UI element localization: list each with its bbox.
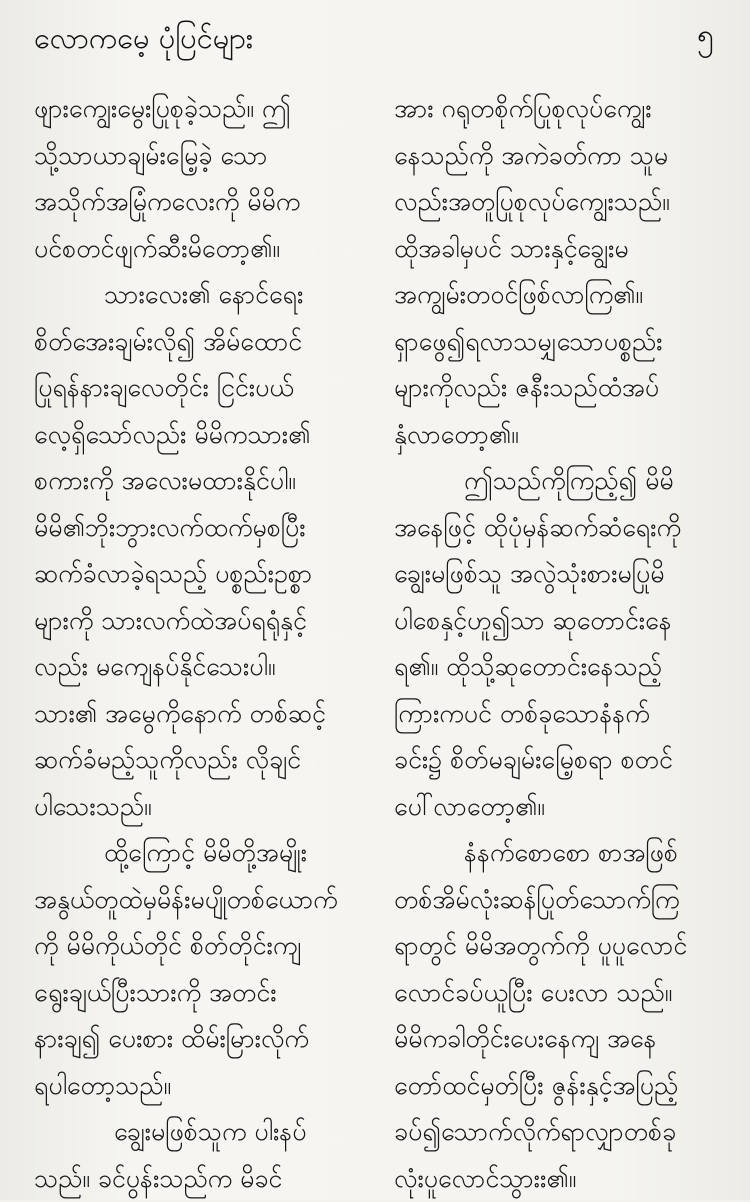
paragraph-start-line: သားလေး၏ နောင်ရေး: [34, 272, 359, 319]
text-line: စိတ်အေးချမ်းလို၍ အိမ်ထောင်: [34, 319, 359, 366]
text-line: လည်း မကျေနပ်နိုင်သေးပါ။: [34, 644, 359, 691]
text-line: သည်။ ခင်ပွန်းသည်က မိခင်: [34, 1156, 359, 1202]
text-line: ရွေးချယ်ပြီးသားကို အတင်း: [34, 970, 359, 1017]
text-line: နားချ၍ ပေးစား ထိမ်းမြားလိုက်: [34, 1016, 359, 1063]
text-columns: [0, 86, 750, 1196]
text-line: အား ဂရုတစိုက်ပြုစုလုပ်ကျွေး: [394, 86, 724, 133]
text-line: ရှာဖွေ၍ရလာသမျှသောပစ္စည်း: [394, 319, 724, 366]
text-line: လည်းအတူပြုစုလုပ်ကျွေးသည်။: [394, 179, 724, 226]
text-line: နေသည်ကို အကဲခတ်ကာ သူမ: [394, 133, 724, 180]
text-line: ပါစေနှင့်ဟူ၍သာ ဆုတောင်းနေ: [394, 598, 724, 645]
text-line: ဖျားကျွေးမွေးပြုစုခဲ့သည်။ ဤ: [34, 86, 359, 133]
text-line: သား၏ အမွေကိုနောက် တစ်ဆင့်: [34, 691, 359, 738]
text-line: အသိုက်အမြုံကလေးကို မိမိက: [34, 179, 359, 226]
page-number: ၅: [697, 16, 714, 56]
text-line: ကို မိမိကိုယ်တိုင် စိတ်တိုင်းကျ: [34, 923, 359, 970]
text-line: ဆက်ခံလာခဲ့ရသည့် ပစ္စည်းဥစ္စာ: [34, 551, 359, 598]
text-line: မိမိကခါတိုင်းပေးနေကျ အနေ: [394, 1016, 724, 1063]
page-header: [22, 14, 728, 62]
text-line: သို့သာယာချမ်းမြေ့ခဲ့ သော: [34, 133, 359, 180]
text-line: နှံလာတော့၏။: [394, 412, 724, 459]
text-line: စကားကို အလေးမထားနိုင်ပါ။: [34, 458, 359, 505]
text-line: ကြားကပင် တစ်ခုသောနံနက်: [394, 691, 724, 738]
text-line: ပါသေးသည်။: [34, 784, 359, 831]
text-line: အနွယ်တူထဲမှမိန်းမပျိုတစ်ယောက်: [34, 877, 359, 924]
text-line: ခင်း၌ စိတ်မချမ်းမြေ့စရာ စတင်: [394, 737, 724, 784]
text-line: မိမိ၏ဘိုးဘွားလက်ထက်မှစပြီး: [34, 505, 359, 552]
paragraph-start-line: နံနက်စောစော စာအဖြစ်: [394, 830, 724, 877]
text-line: ပေါ်လာတော့၏။: [394, 784, 724, 831]
text-line: ရာတွင် မိမိအတွက်ကို ပူပူလောင်: [394, 923, 724, 970]
running-title: လောကမေ့ ပုံပြင်များ: [34, 18, 253, 58]
text-line: ခပ်၍သောက်လိုက်ရာလျှာတစ်ခု: [394, 1109, 724, 1156]
text-line: များကို သားလက်ထဲအပ်ရရုံနှင့်: [34, 598, 359, 645]
paragraph-start-line: ဤသည်ကိုကြည့်၍ မိမိ: [394, 458, 724, 505]
left-column: [34, 86, 359, 1202]
paragraph-start-line: ချွေးမဖြစ်သူက ပါးနပ်: [34, 1109, 359, 1156]
text-line: ထိုအခါမှပင် သားနှင့်ချွေးမ: [394, 226, 724, 273]
text-line: ချွေးမဖြစ်သူ အလွဲသုံးစားမပြုမိ: [394, 551, 724, 598]
text-line: အနေဖြင့် ထိုပုံမှန်ဆက်ဆံရေးကို: [394, 505, 724, 552]
text-line: လုံးပူလောင်သွားး၏။: [394, 1156, 724, 1202]
text-line: တော်ထင်မှတ်ပြီး ဇွန်းနှင့်အပြည့်: [394, 1063, 724, 1110]
text-line: တစ်အိမ်လုံးဆန်ပြုတ်သောက်ကြ: [394, 877, 724, 924]
paragraph-start-line: ထို့ကြောင့် မိမိတို့အမျိုး: [34, 830, 359, 877]
text-line: အကျွမ်းတဝင်ဖြစ်လာကြ၏။: [394, 272, 724, 319]
text-line: ပင်စတင်ဖျက်ဆီးမိတော့၏။: [34, 226, 359, 273]
text-line: ပြုရန်နားချလေတိုင်း ငြင်းပယ်: [34, 365, 359, 412]
text-line: လောင်ခပ်ယူပြီး ပေးလာ သည်။: [394, 970, 724, 1017]
text-line: များကိုလည်း ဇနီးသည်ထံအပ်: [394, 365, 724, 412]
text-line: ဆက်ခံမည့်သူကိုလည်း လိုချင်: [34, 737, 359, 784]
text-line: လေ့ရှိသော်လည်း မိမိကသား၏: [34, 412, 359, 459]
right-column: [394, 86, 724, 1202]
text-line: ရ၏။ ထိုသို့ဆုတောင်းနေသည့်: [394, 644, 724, 691]
text-line: ရပါတော့သည်။: [34, 1063, 359, 1110]
